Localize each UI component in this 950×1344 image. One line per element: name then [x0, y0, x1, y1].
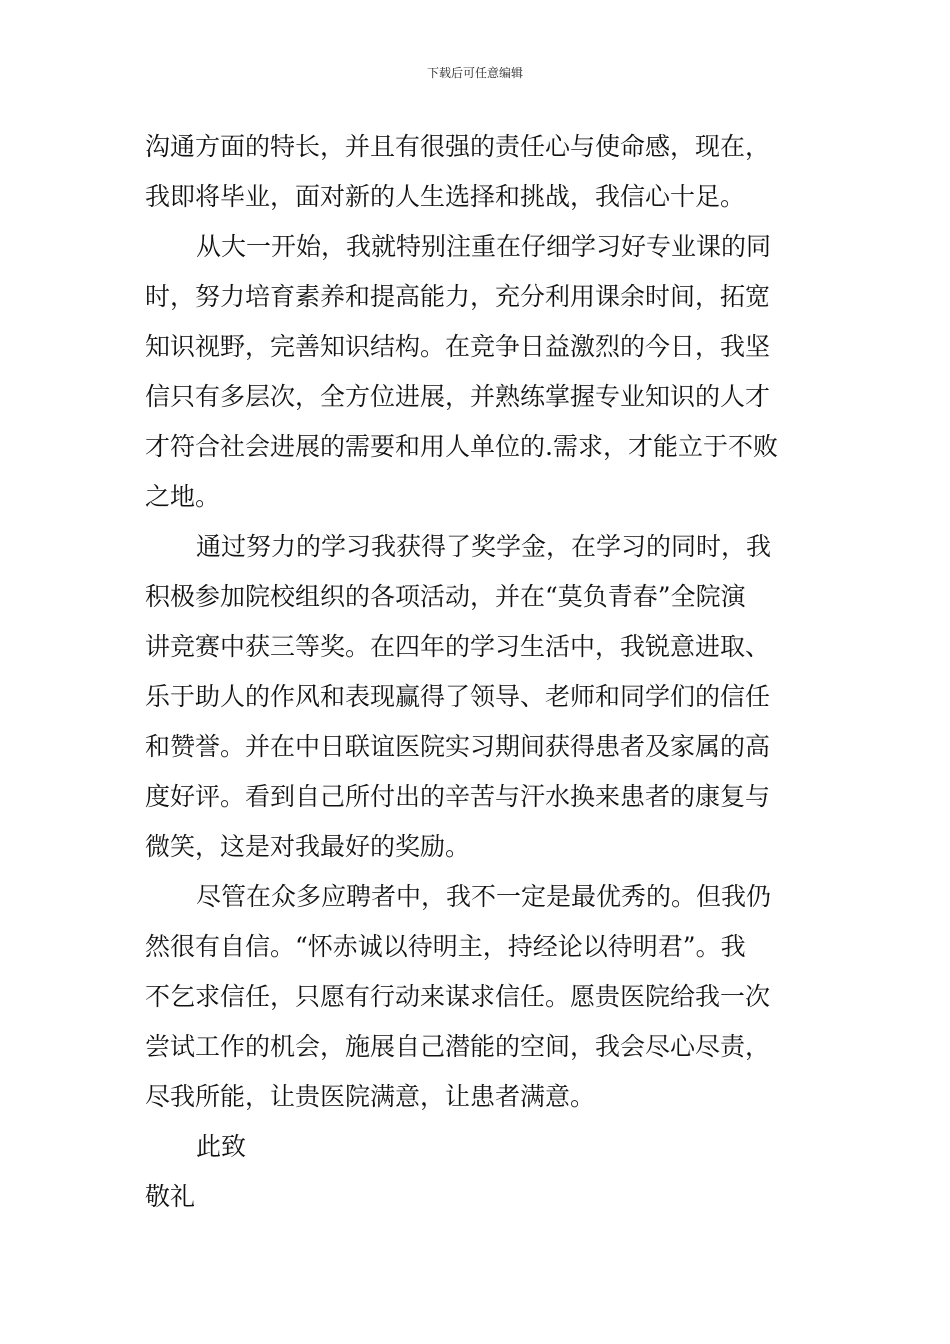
paragraph-start-line: 从大一开始，我就特别注重在仔细学习好专业课的同	[196, 232, 772, 261]
text-line: 度好评。看到自己所付出的辛苦与汗水换来患者的康复与	[145, 782, 771, 811]
page-header: 下载后可任意编辑	[426, 66, 523, 80]
text-line: 沟通方面的特长，并且有很强的责任心与使命感，现在，	[145, 132, 771, 161]
closing-regards: 敬礼	[145, 1182, 196, 1211]
text-line: 然很有自信。“怀赤诚以待明主，持经论以待明君”。我	[145, 932, 746, 961]
text-line: 才符合社会进展的需要和用人单位的.需求，才能立于不败	[145, 432, 778, 461]
text-line: 不乞求信任，只愿有行动来谋求信任。愿贵医院给我一次	[145, 982, 771, 1011]
text-line: 尽我所能，让贵医院满意，让患者满意。	[145, 1082, 596, 1111]
text-line: 乐于助人的作风和表现赢得了领导、老师和同学们的信任	[145, 682, 771, 711]
paragraph-start-line: 尽管在众多应聘者中，我不一定是最优秀的。但我仍	[196, 882, 772, 911]
text-line: 积极参加院校组织的各项活动，并在“莫负青春”全院演	[145, 582, 746, 611]
text-line: 微笑，这是对我最好的奖励。	[145, 832, 471, 861]
text-line: 知识视野，完善知识结构。在竞争日益激烈的今日，我坚	[145, 332, 771, 361]
letter-body	[145, 122, 810, 1222]
text-line: 我即将毕业，面对新的人生选择和挑战，我信心十足。	[145, 182, 746, 211]
text-line: 信只有多层次，全方位进展，并熟练掌握专业知识的人才	[145, 382, 771, 411]
text-line: 尝试工作的机会，施展自己潜能的空间，我会尽心尽责，	[145, 1032, 771, 1061]
text-line: 和赞誉。并在中日联谊医院实习期间获得患者及家属的高	[145, 732, 771, 761]
text-line: 时，努力培育素养和提高能力，充分利用课余时间，拓宽	[145, 282, 771, 311]
text-line: 讲竞赛中获三等奖。在四年的学习生活中，我锐意进取、	[145, 632, 771, 661]
paragraph-start-line: 通过努力的学习我获得了奖学金，在学习的同时，我	[196, 532, 772, 561]
text-line: 之地。	[145, 482, 221, 511]
closing-salutation: 此致	[196, 1132, 247, 1161]
